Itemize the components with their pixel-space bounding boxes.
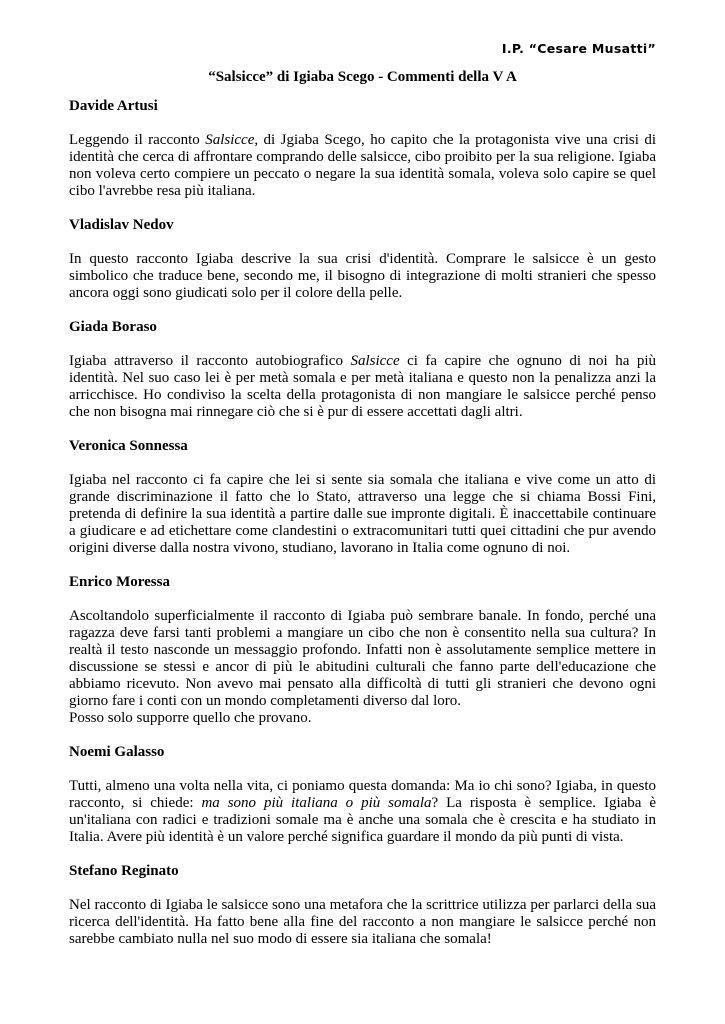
comment-text <box>69 132 656 200</box>
comment-author: Vladislav Nedov <box>69 217 174 233</box>
comment-text-part: ? La risposta è semplice. Igiaba è un'italiana con radici e tradizioni somale ma è anche una somala che è crescita e ha studiato in Italia. Avere più identità è un valore perché significa guardare il mondo da più punti di vista. <box>69 795 657 845</box>
comment-text-closing: Posso solo supporre quello che provano. <box>69 710 312 726</box>
comment-entry <box>69 574 656 727</box>
comment-text-part: , di Jgiaba Scego, ho capito che la protagonista vive una crisi di identità che cerca di affrontare comprando delle salsicce, cibo proibito per la sua religione. Igiaba non voleva certo compiere un peccato o negare la sua identità somala, voleva solo capire se quel cibo l'avrebbe resa più italiana. <box>69 132 656 199</box>
comment-text: Nel racconto di Igiaba le salsicce sono una metafora che la scrittrice utilizza per parlarci della sua ricerca dell'identità. Ha fatto bene alla fine del racconto a non mangiare le salsicce perché non sarebbe cambiato nulla nel suo modo di essere sia italiana che somala! <box>69 897 656 947</box>
comment-text <box>69 608 656 727</box>
comment-author: Noemi Galasso <box>69 744 165 760</box>
comment-entry <box>69 98 656 200</box>
comment-author: Veronica Sonnessa <box>69 438 188 454</box>
comment-text <box>69 778 656 846</box>
comment-entry <box>69 744 656 846</box>
document-title: “Salsicce” di Igiaba Scego - Commenti della V A <box>208 69 517 85</box>
comment-text-part: Leggendo il racconto <box>69 132 206 148</box>
comment-entry <box>69 319 656 421</box>
comment-text-part: Tutti, almeno una volta nella vita, ci poniamo questa domanda: Ma io chi sono? Igiaba, in questo racconto, si chiede: <box>69 778 656 811</box>
comment-text <box>69 353 656 421</box>
italic-title: Salsicce <box>205 132 255 148</box>
comment-author: Davide Artusi <box>69 98 158 114</box>
comment-author: Stefano Reginato <box>69 863 179 879</box>
comment-text: In questo racconto Igiaba descrive la sua crisi d'identità. Comprare le salsicce è un gesto simbolico che traduce bene, secondo me, il bisogno di integrazione di molti stranieri che spesso ancora oggi sono giudicati solo per il colore della pelle. <box>69 251 656 301</box>
comment-entry <box>69 863 656 948</box>
comment-author: Enrico Moressa <box>69 574 170 590</box>
comment-text-part: Ascoltandolo superficialmente il racconto di Igiaba può sembrare banale. In fondo, perché una ragazza deve farsi tanti problemi a mangiare un cibo che non è consentito nella sua cultura? In realtà il testo nasconde un messaggio profondo. Infatti non è assolutamente semplice mettere in discussione se stessi e ancor di più le abitudini culturali che fanno parte dell'educazione che abbiamo ricevuto. Non avevo mai pensato alla difficoltà di tutti gli stranieri che devono ogni giorno fare i conti con un mondo completamenti diverso dal loro. <box>69 608 656 709</box>
comment-text: Igiaba nel racconto ci fa capire che lei si sente sia somala che italiana e vive come un atto di grande discriminazione il fatto che lo Stato, attraverso una legge che si chiama Bossi Fini, pretenda di definire la sua identità a partire dalle sue impronte digitali. È inaccettabile continuare a giudicare e ad etichettare come clandestini o extracomunitari tutti quei cittadini che pur avendo origini diverse dalla nostra vivono, studiano, lavorano in Italia come ognuno di noi. <box>69 472 656 556</box>
comments-list <box>69 98 656 965</box>
comment-entry <box>69 438 656 557</box>
school-name: I.P. “Cesare Musatti” <box>501 41 656 56</box>
italic-quote: ma sono più italiana o più somala <box>201 795 432 811</box>
comment-text-part: Igiaba attraverso il racconto autobiografico <box>69 353 351 369</box>
comment-text-part: ci fa capire che ognuno di noi ha più identità. Nel suo caso lei è per metà somala e per metà italiana e questo non la penalizza anzi la arricchisce. Ho condiviso la scelta della protagonista di non mangiare le salsicce perché penso che non bisogna mai rinnegare ciò che si è pur di essere accettati dagli altri. <box>69 353 656 420</box>
comment-entry <box>69 217 656 302</box>
comment-author: Giada Boraso <box>69 319 157 335</box>
italic-title: Salsicce <box>350 353 400 369</box>
